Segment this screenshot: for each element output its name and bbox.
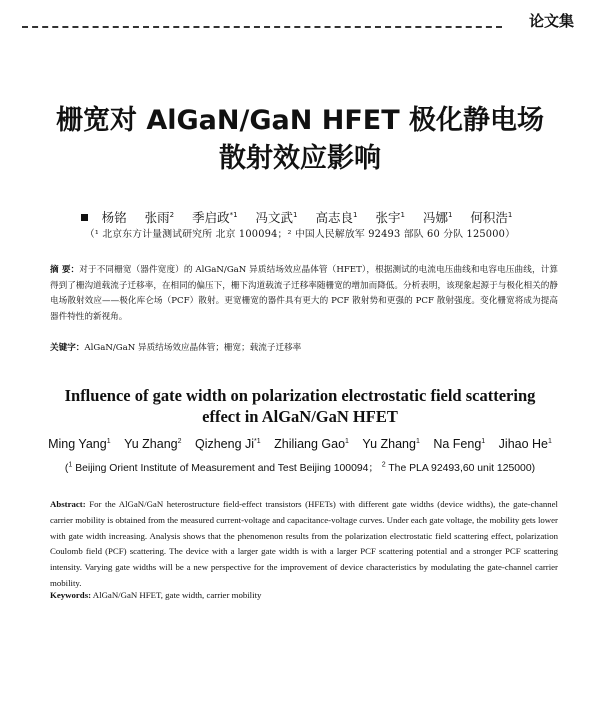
english-keywords (50, 590, 558, 600)
english-abstract (50, 497, 558, 592)
author-name: 杨铭 (101, 210, 127, 225)
bullet-icon (81, 214, 88, 221)
keywords-text: AlGaN/GaN HFET, gate width, carrier mobility (92, 590, 262, 600)
author-name: Na Feng$^1$ (433, 437, 486, 451)
english-affiliation: ($^1$ Beijing Orient Institute of Measurement and Test Beijing 100094； $^2$ The PLA 92493,60 unit 125000) (64, 461, 536, 474)
author-name: Ming Yang$^1$ (48, 437, 111, 451)
english-title-line-2: effect in AlGaN/GaN HFET (202, 407, 398, 426)
author-name: 冯娜$^1$ (422, 210, 453, 225)
section-label: 论文集 (528, 12, 574, 30)
author-name: 季启政$^{*1}$ (192, 210, 238, 225)
chinese-keywords (50, 341, 558, 353)
chinese-authors (0, 208, 600, 226)
author-name: Yu Zhang$^1$ (362, 437, 420, 451)
author-name: 张雨$^2$ (144, 210, 175, 225)
abstract-text: For the AlGaN/GaN heterostructure field-effect transistors (HFETs) with different gate widths (device widths), the gate-channel carrier mobility is obtained from the measured current-voltage and capacitance-voltage curves. Under each gate voltage, the mobility gets lower with gate width increasing. Analysis shows that the phenomenon results from the polarization electrostatic field scattering effect, polarization Coulomb field (PCF) scattering. The device with a larger gate width is with a larger PCF scattering potential and a stronger PCF scattering intensity. Varying gate widths will be a new perspective for the improvement of device characteristics by modulating the gate-channel carrier mobility. (50, 499, 559, 588)
author-name: 何积浩$^1$ (470, 210, 513, 225)
author-name: 张宇$^1$ (375, 210, 405, 225)
author-name: 冯文武$^1$ (255, 210, 298, 225)
abstract-label: Abstract: (50, 499, 86, 509)
english-authors (0, 437, 600, 451)
chinese-title-line-1: 栅宽对 AlGaN/GaN HFET 极化静电场 (55, 105, 545, 136)
header-rule (22, 26, 502, 28)
english-title (0, 385, 600, 427)
chinese-abstract (50, 263, 558, 325)
author-name: Qizheng Ji$^{*1}$ (194, 437, 261, 451)
author-name: 高志良$^1$ (315, 210, 358, 225)
author-name: Jihao He$^1$ (498, 437, 552, 451)
chinese-title (0, 102, 600, 178)
chinese-affiliation: （¹ 北京东方计量测试研究所 北京 100094；² 中国人民解放军 92493 部队 60 分队 125000） (84, 229, 516, 240)
abstract-text: 对于不同栅宽（器件宽度）的 AlGaN/GaN 异质结场效应晶体管（HFET），根据测试的电流电压曲线和电容电压曲线，计算得到了栅沟道载流子迁移率，在相同的偏压下，栅下沟道载流子迁移率随栅宽的增加而降低。分析表明，该现象起源于与极化相关的静电场散射效应——极化库仑场（PCF）散射。更宽栅宽的器件具有更大的 PCF 散射势和更强的 PCF 散射强度。变化栅宽将成为提高器件特性的新视角。 (50, 265, 559, 322)
chinese-title-line-2: 散射效应影响 (219, 143, 381, 174)
abstract-label: 摘 要： (50, 265, 80, 275)
keywords-label: 关键字： (50, 343, 85, 353)
english-title-line-1: Influence of gate width on polarization electrostatic field scattering (64, 386, 536, 405)
keywords-text: AlGaN/GaN 异质结场效应晶体管；栅宽；载流子迁移率 (84, 343, 302, 353)
author-name: Yu Zhang$^2$ (124, 437, 182, 451)
author-name: Zhiliang Gao$^1$ (274, 437, 349, 451)
keywords-label: Keywords: (50, 590, 92, 600)
